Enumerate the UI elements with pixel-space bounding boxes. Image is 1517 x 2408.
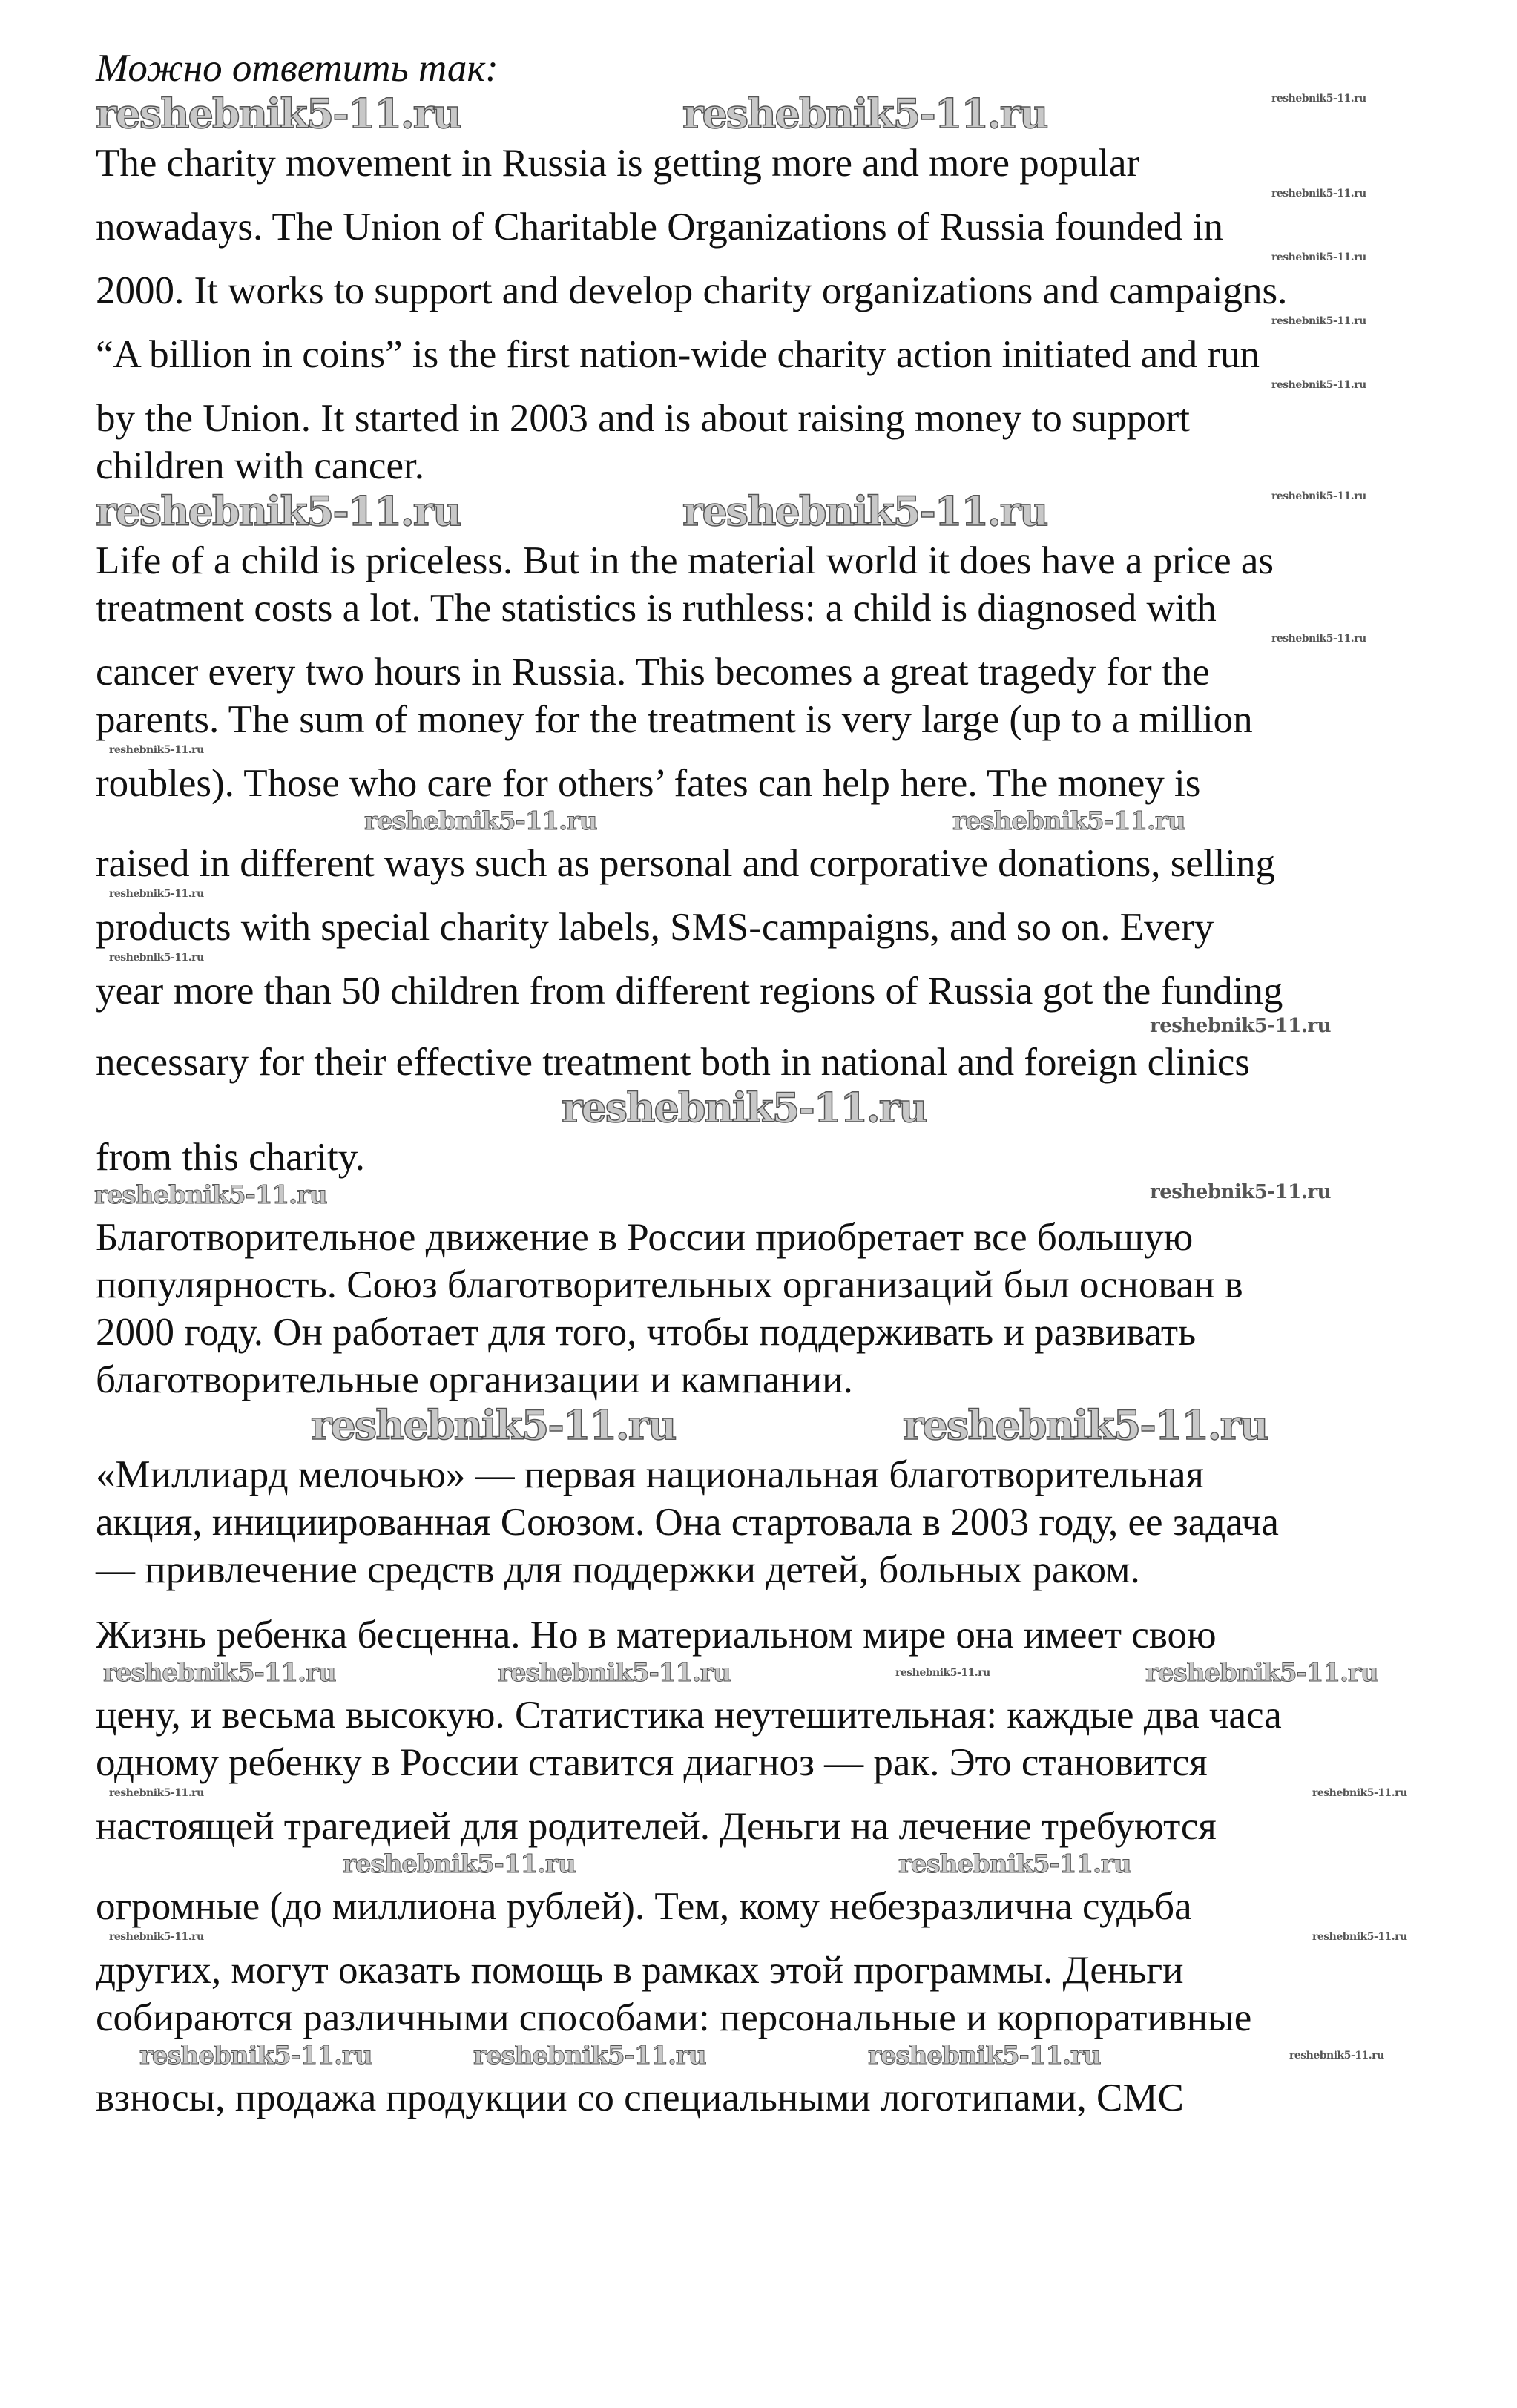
watermark: reshebnik5-11.ru	[109, 1787, 204, 1799]
text-line: The charity movement in Russia is getting more and more popular	[96, 142, 1140, 185]
text-line: — привлечение средств для поддержки детей, больных раком.	[96, 1548, 1140, 1591]
text-line: nowadays. The Union of Charitable Organizations of Russia founded in	[96, 205, 1224, 249]
watermark-row	[0, 1659, 1517, 1691]
watermark: reshebnik5-11.ru	[94, 1180, 327, 1210]
watermark: reshebnik5-11.ru	[96, 487, 461, 535]
watermark-row	[0, 632, 1517, 648]
watermark: reshebnik5-11.ru	[1271, 251, 1366, 263]
watermark: reshebnik5-11.ru	[952, 806, 1185, 836]
watermark-row	[0, 1786, 1517, 1803]
watermark: reshebnik5-11.ru	[1289, 2050, 1384, 2062]
watermark: reshebnik5-11.ru	[109, 744, 204, 756]
watermark: reshebnik5-11.ru	[562, 1084, 927, 1131]
watermark: reshebnik5-11.ru	[1150, 1181, 1332, 1203]
watermark: reshebnik5-11.ru	[1271, 93, 1366, 105]
watermark: reshebnik5-11.ru	[139, 2041, 372, 2070]
text-line: products with special charity labels, SMS-campaigns, and so on. Every	[96, 906, 1214, 949]
text-line: raised in different ways such as personal and corporative donations, selling	[96, 842, 1276, 885]
text-line: cancer every two hours in Russia. This becomes a great tragedy for the	[96, 651, 1210, 694]
watermark-row	[0, 378, 1517, 395]
text-line: акция, инициированная Союзом. Она стартовала в 2003 году, ее задача	[96, 1501, 1279, 1544]
watermark: reshebnik5-11.ru	[682, 487, 1047, 535]
watermark: reshebnik5-11.ru	[895, 1667, 990, 1679]
watermark: reshebnik5-11.ru	[96, 90, 461, 137]
text-line: цену, и весьма высокую. Статистика неутешительная: каждые два часа	[96, 1694, 1282, 1737]
watermark: reshebnik5-11.ru	[109, 1931, 204, 1943]
watermark-row	[0, 1930, 1517, 1947]
watermark-row	[0, 251, 1517, 267]
watermark: reshebnik5-11.ru	[343, 1849, 576, 1879]
watermark-row	[0, 743, 1517, 760]
text-line: 2000. It works to support and develop charity organizations and campaigns.	[96, 269, 1288, 312]
watermark: reshebnik5-11.ru	[1271, 490, 1366, 502]
watermark-row	[0, 187, 1517, 203]
watermark-row	[0, 1401, 1517, 1451]
text-line: by the Union. It started in 2003 and is about raising money to support	[96, 397, 1190, 440]
text-line: популярность. Союз благотворительных организаций был основан в	[96, 1263, 1243, 1306]
watermark: reshebnik5-11.ru	[1271, 633, 1366, 645]
watermark: reshebnik5-11.ru	[903, 1401, 1268, 1449]
text-line: настоящей трагедией для родителей. Деньги на лечение требуются	[96, 1805, 1217, 1848]
text-line: «Миллиард мелочью» — первая национальная благотворительная	[96, 1453, 1204, 1496]
watermark-row	[0, 92, 1517, 139]
watermark-row	[0, 951, 1517, 967]
watermark-row	[0, 2042, 1517, 2074]
watermark-row	[0, 887, 1517, 904]
watermark: reshebnik5-11.ru	[682, 90, 1047, 137]
document-page	[0, 45, 1517, 2122]
text-line: взносы, продажа продукции со специальными логотипами, СМС	[96, 2076, 1184, 2119]
watermark: reshebnik5-11.ru	[109, 952, 204, 964]
watermark: reshebnik5-11.ru	[868, 2041, 1101, 2070]
watermark: reshebnik5-11.ru	[498, 1658, 731, 1688]
text-line: from this charity.	[96, 1136, 366, 1179]
watermark: reshebnik5-11.ru	[1312, 1787, 1407, 1799]
text-line: огромные (до миллиона рублей). Тем, кому небезразлична судьба	[96, 1885, 1192, 1928]
text-line: Жизнь ребенка бесценна. Но в материальном мире она имеет свою	[96, 1613, 1217, 1657]
watermark-row	[0, 1181, 1517, 1214]
text-line: parents. The sum of money for the treatment is very large (up to a million	[96, 698, 1253, 741]
watermark: reshebnik5-11.ru	[898, 1849, 1131, 1879]
text-line: year more than 50 children from different regions of Russia got the funding	[96, 970, 1283, 1013]
watermark: reshebnik5-11.ru	[1271, 188, 1366, 200]
watermark-row	[0, 487, 1517, 537]
watermark: reshebnik5-11.ru	[1145, 1658, 1378, 1688]
text-line: одному ребенку в России ставится диагноз — рак. Это становится	[96, 1741, 1208, 1784]
watermark: reshebnik5-11.ru	[311, 1401, 676, 1449]
watermark-row	[0, 1086, 1517, 1134]
intro-heading: Можно ответить так:	[96, 47, 498, 90]
watermark: reshebnik5-11.ru	[1271, 379, 1366, 391]
text-line: 2000 году. Он работает для того, чтобы поддерживать и развивать	[96, 1311, 1197, 1354]
watermark: reshebnik5-11.ru	[109, 888, 204, 900]
text-line: благотворительные организации и кампании.	[96, 1358, 853, 1401]
watermark: reshebnik5-11.ru	[1271, 315, 1366, 327]
watermark: reshebnik5-11.ru	[473, 2041, 706, 2070]
watermark-row	[0, 807, 1517, 840]
text-line: Благотворительное движение в России приобретает все большую	[96, 1216, 1194, 1259]
text-line: necessary for their effective treatment both in national and foreign clinics	[96, 1041, 1251, 1084]
watermark: reshebnik5-11.ru	[1312, 1931, 1407, 1943]
text-line: “A billion in coins” is the first nation-wide charity action initiated and run	[96, 333, 1260, 376]
text-line: других, могут оказать помощь в рамках этой программы. Деньги	[96, 1949, 1184, 1992]
text-line: roubles). Those who care for others’ fates can help here. The money is	[96, 762, 1201, 805]
text-line: treatment costs a lot. The statistics is ruthless: a child is diagnosed with	[96, 587, 1217, 630]
text-line: Life of a child is priceless. But in the material world it does have a price as	[96, 539, 1274, 582]
watermark: reshebnik5-11.ru	[1150, 1015, 1332, 1037]
watermark: reshebnik5-11.ru	[103, 1658, 336, 1688]
watermark-row	[0, 1015, 1517, 1039]
text-line: собираются различными способами: персональные и корпоративные	[96, 1996, 1252, 2039]
watermark-row	[0, 315, 1517, 331]
watermark-row	[0, 1850, 1517, 1883]
watermark: reshebnik5-11.ru	[364, 806, 597, 836]
text-line: children with cancer.	[96, 444, 424, 487]
